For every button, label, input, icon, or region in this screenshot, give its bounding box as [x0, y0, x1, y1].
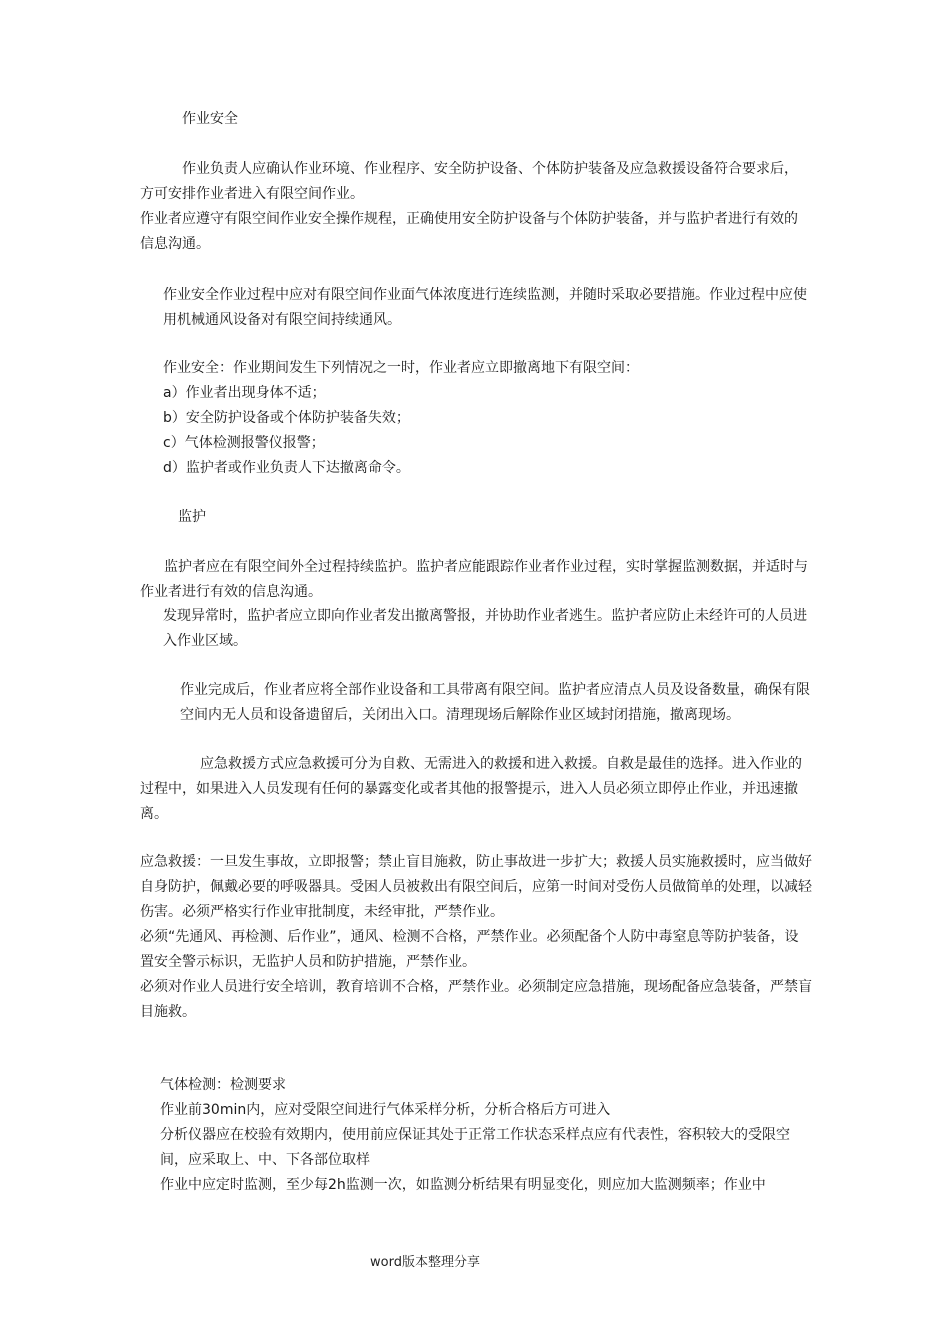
paragraph-work-completion: 作业完成后，作业者应将全部作业设备和工具带离有限空间。监护者应清点人员及设备数量，确保有限空间内无人员和设备遗留后，关闭出入口。清理现场后解除作业区域封闭措施，撤离现场。 — [180, 682, 810, 723]
paragraph-analyzer-requirements: 分析仪器应在校验有效期内，使用前应保证其处于正常工作状态采样点应有代表性，容积较大的受限空间，应采取上、中、下各部位取样 — [160, 1127, 790, 1168]
paragraph-ventilate-first: 必须“先通风、再检测、后作业”，通风、检测不合格，严禁作业。必须配备个人防中毒窒息等防护装备，设置安全警示标识，无监护人员和防护措施，严禁作业。 — [140, 929, 799, 970]
section-gas-detection — [160, 1073, 816, 1198]
list-item: a）作业者出现身体不适； — [163, 385, 326, 401]
section-evacuation-conditions — [163, 356, 811, 481]
paragraph-sampling-before-work: 作业前30min内，应对受限空间进行气体采样分析，分析合格后方可进入 — [160, 1102, 611, 1118]
paragraph-periodic-monitoring: 作业中应定时监测，至少每2h监测一次，如监测分析结果有明显变化，则应加大监测频率；作业中 — [160, 1177, 766, 1193]
paragraph-safety-training: 必须对作业人员进行安全培训，教育培训不合格，严禁作业。必须制定应急措施，现场配备应急装备，严禁盲目施救。 — [140, 979, 812, 1020]
paragraph-worker-rules: 作业者应遵守有限空间作业安全操作规程，正确使用安全防护设备与个体防护装备，并与监护者进行有效的信息沟通。 — [140, 211, 798, 252]
paragraph-emergency-rescue: 应急救援：一旦发生事故，立即报警；禁止盲目施救，防止事故进一步扩大；救援人员实施救援时，应当做好自身防护，佩戴必要的呼吸器具。受困人员被救出有限空间后，应第一时间对受伤人员做简单的处理，以减轻伤害。必须严格实行作业审批制度，未经审批，严禁作业。 — [140, 854, 812, 920]
heading-work-safety: 作业安全 — [182, 111, 238, 127]
list-item: d）监护者或作业负责人下达撤离命令。 — [163, 460, 410, 476]
paragraph-supervisor-duty: 监护者应在有限空间外全过程持续监护。监护者应能跟踪作业者作业过程，实时掌握监测数据，并适时与作业者进行有效的信息沟通。 — [140, 559, 808, 600]
paragraph-evacuation-intro: 作业安全：作业期间发生下列情况之一时，作业者应立即撤离地下有限空间： — [163, 360, 639, 376]
list-item: c）气体检测报警仪报警； — [163, 435, 325, 451]
section-work-safety-intro — [140, 157, 808, 257]
paragraph-abnormal-situation: 发现异常时，监护者应立即向作业者发出撤离警报，并协助作业者逃生。监护者应防止未经许可的人员进入作业区域。 — [163, 608, 807, 649]
paragraph-rescue-methods: 应急救援方式应急救援可分为自救、无需进入的救援和进入救援。自救是最佳的选择。进入作业的过程中，如果进入人员发现有任何的暴露变化或者其他的报警提示，进入人员必须立即停止作业，并迅速撤离。 — [140, 756, 802, 822]
list-item: b）安全防护设备或个体防护装备失效； — [163, 410, 410, 426]
paragraph-gas-monitoring: 作业安全作业过程中应对有限空间作业面气体浓度进行连续监测，并随时采取必要措施。作业过程中应使用机械通风设备对有限空间持续通风。 — [163, 287, 807, 328]
heading-gas-detection: 气体检测：检测要求 — [160, 1077, 286, 1093]
paragraph-responsible-person: 作业负责人应确认作业环境、作业程序、安全防护设备、个体防护装备及应急救援设备符合要求后，方可安排作业者进入有限空间作业。 — [140, 161, 798, 202]
page-footer: word版本整理分享 — [370, 1255, 480, 1270]
section-emergency-rescue — [140, 850, 812, 1025]
heading-supervision: 监护 — [178, 509, 206, 525]
